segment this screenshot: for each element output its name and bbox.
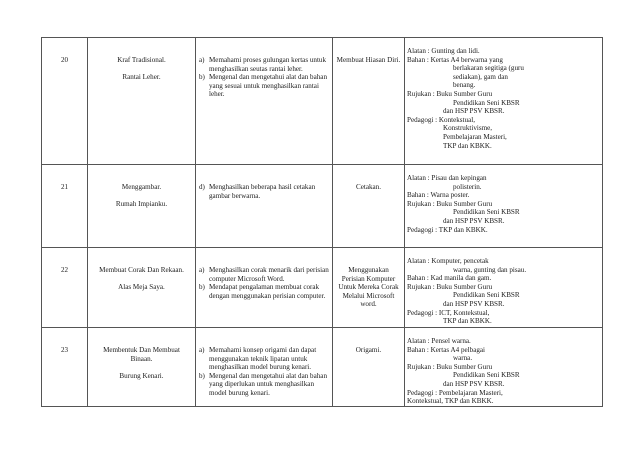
resources-cell [405,248,603,328]
resource-line: Pendidikan Seni KBSR [453,291,520,300]
objectives-cell [196,38,333,165]
topic-line: Kraf Tradisional. [117,56,166,64]
objective-marker: a) [199,56,205,64]
topic-cell [88,328,196,407]
resource-line: Pendidikan Seni KBSR [453,371,520,380]
resource-line: Alatan : Pisau dan kepingan [407,174,487,182]
resource-line: polisterin. [453,182,482,191]
topic-line: Membentuk Dan Membuat [103,346,180,354]
objective-item [196,266,330,283]
objective-text: Memahami proses gulungan kertas untuk menghasilkan seutas rantai leher. [209,56,327,73]
activity-text: Origami. [355,346,382,354]
objective-text: Mengenal dan mengetahui alat dan bahan yang sesuai untuk menghasilkan rantai leher. [209,73,327,99]
resource-line: Pedagogi : Kontekstual, [407,115,475,124]
resource-line: Bahan : Kertas A4 berwarna yang [407,55,503,64]
topic-line: Membuat Corak Dan Rekaan. [99,266,184,274]
objective-marker: a) [199,266,205,274]
resource-line: warna. [453,354,473,363]
resources-cell [405,328,603,407]
week-number-cell [42,328,88,407]
topic-line: Rumah Impianku. [115,200,168,209]
topic-cell [88,165,196,248]
objective-marker: b) [199,73,205,82]
topic-line [88,363,195,372]
resource-line: Pedagogi : ICT, Kontekstual, [407,308,490,317]
resource-line: Konstruktivisme, [443,124,493,133]
objective-item [196,73,330,99]
resource-line: berlakaran segitiga (guru [453,64,524,73]
objective-text: Mendapat pengalaman membuat corak dengan menggunakan perisian computer. [209,283,326,300]
objective-marker: a) [199,346,205,354]
activity-text: Membuat Hiasan Diri. [336,56,401,64]
resource-line: TKP dan KBKK. [443,141,492,150]
resource-line: dan HSP PSV KBSR. [443,216,505,225]
activity-cell [333,248,405,328]
activity-text: Menggunakan Perisian Komputer Untuk Mereka Corak Melalui Microsoft word. [338,266,399,309]
resource-line: dan HSP PSV KBSR. [443,107,505,116]
resources-cell [405,38,603,165]
objective-text: Menghasilkan corak menarik dari perisian computer Microsoft Word. [209,266,329,283]
objectives-cell [196,165,333,248]
objective-marker: d) [199,183,205,191]
activity-cell [333,38,405,165]
resource-line: dan HSP PSV KBSR. [443,379,505,388]
objectives-cell [196,328,333,407]
resource-line: Pedagogi : Pembelajaran Masteri, [407,388,503,397]
topic-cell [88,248,196,328]
resources-cell [405,165,603,248]
resource-line: Rujukan : Buku Sumber Guru [407,89,493,98]
objectives-cell [196,248,333,328]
objective-marker: b) [199,283,205,292]
resource-line: TKP dan KBKK. [443,317,492,326]
week-number: 22 [60,266,69,274]
resource-line: Bahan : Warna poster. [407,191,470,200]
objective-text: Menghasilkan beberapa hasil cetakan gambar berwarna. [209,183,316,200]
resource-line: Pendidikan Seni KBSR [453,98,520,107]
objective-item [196,372,330,398]
table-row [42,328,603,407]
resource-line: Alatan : Komputer, pencetak [407,257,489,265]
week-number-cell [42,248,88,328]
week-number: 20 [60,56,69,64]
resource-line: Rujukan : Buku Sumber Guru [407,199,493,208]
resource-line: Rujukan : Buku Sumber Guru [407,362,493,371]
resource-line: Rujukan : Buku Sumber Guru [407,282,493,291]
resource-line: benang. [453,81,476,90]
objective-item [196,183,330,200]
objective-text: Memahami konsep origami dan dapat menggunakan teknik lipatan untuk menghasilkan model burung kenari. [209,346,317,372]
resource-line: dan HSP PSV KBSR. [443,299,505,308]
topic-line [88,275,195,284]
topic-line [88,192,195,201]
resource-line: Bahan : Kad manila dan gam. [407,274,492,283]
week-number: 21 [60,183,69,191]
resource-line: Pedagogi : TKP dan KBKK. [407,225,488,234]
topic-line: Binaan. [130,354,153,363]
week-number-cell [42,38,88,165]
resource-line: Pembelajaran Masteri, [443,132,507,141]
objective-text: Mengenal dan mengetahui alat dan bahan yang diperlukan untuk menghasilkan model burung kenari. [209,371,327,397]
table-body [42,38,603,407]
topic-line: Rantai Leher. [122,73,161,82]
objective-item [196,283,330,300]
table-row [42,165,603,248]
topic-line: Menggambar. [121,183,162,191]
activity-text: Cetakan. [355,183,381,191]
topic-line: Alas Meja Saya. [118,283,165,292]
topic-line: Burung Kenari. [119,371,164,380]
resource-line: Alatan : Gunting dan lidi. [407,47,480,55]
resource-line: Alatan : Pensel warna. [407,337,471,345]
resource-line: sediakan), gam dan [453,72,508,81]
topic-line [88,65,195,74]
resource-line: Kontekstual, TKP dan KBKK. [407,397,494,406]
resource-line: warna, gunting dan pisau. [453,265,527,274]
table-row [42,248,603,328]
week-number-cell [42,165,88,248]
activity-cell [333,165,405,248]
table-row [42,38,603,165]
activity-cell [333,328,405,407]
resource-line: Pendidikan Seni KBSR [453,208,520,217]
objective-item [196,346,330,372]
objective-item [196,56,330,73]
resource-line: Bahan : Kertas A4 pelbagai [407,345,486,354]
topic-cell [88,38,196,165]
lesson-plan-table [41,37,603,407]
objective-marker: b) [199,371,205,380]
week-number: 23 [60,346,69,354]
